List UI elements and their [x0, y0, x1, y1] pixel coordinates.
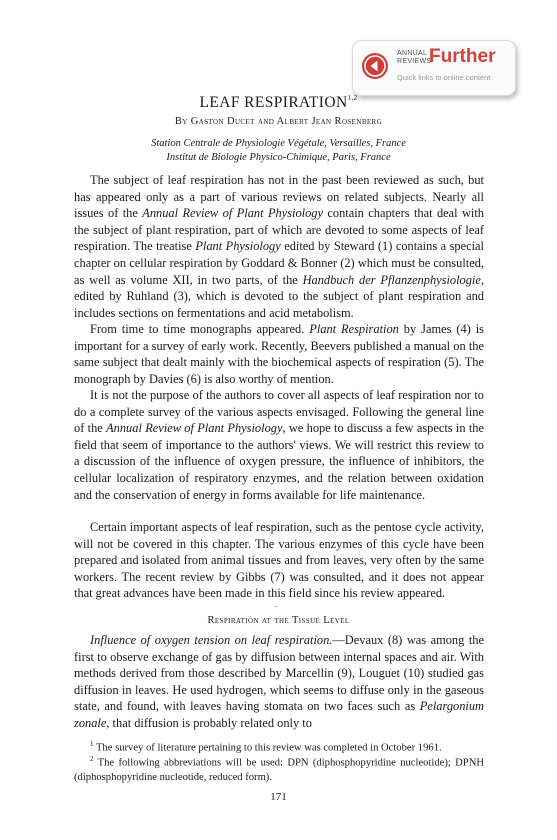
affiliation-1: Station Centrale de Physiologie Végétale, Versailles, France — [151, 138, 406, 149]
page-number: 171 — [270, 791, 287, 803]
footnote-text: The following abbreviations will be used: DPN (diphosphopyridine nucleotide); DPNH (diphosphopyridine nucleotide, reduced form). — [74, 757, 484, 783]
authors-line: By Gaston Ducet and Albert Jean Rosenberg — [174, 116, 383, 127]
body-paragraph-1 — [74, 172, 484, 321]
annual-reviews-further-badge[interactable] — [352, 40, 516, 96]
footnote-mark: 1 — [90, 740, 94, 748]
text-run: , that diffusion is probably related only to — [106, 715, 312, 730]
italic-text: Pelargonium zonale — [74, 699, 484, 730]
text-run: From time to time monographs appeared. — [90, 322, 310, 336]
text-run: Certain important aspects of leaf respiration, such as the pentose cycle activity, will not be covered in this chapter. The various enzymes of this cycle have been prepared and isolated from animal tissues and from leaves, very often by the same workers. The recent review by Gibbs (7) was consulted, and it does not appear that great advances have been made in this field since his review appeared. — [74, 520, 484, 601]
italic-text: Annual Review of Plant Physiology — [106, 421, 283, 436]
article-title — [0, 89, 557, 112]
text-run: The subject of leaf respiration has not in the past been reviewed as such, but has appeared only as a part of various reviews on related subjects. Nearly all issues of the — [74, 173, 484, 221]
title-footnote-marks[interactable]: 1,2 — [347, 94, 358, 102]
text-run: It is not the purpose of the authors to cover all aspects of leaf respiration nor to do a complete survey of the various aspects envisaged. Following the general line of the — [74, 388, 484, 436]
text-run: contain chapters that deal with the subject of plant respiration, part of which are devoted to some aspects of leaf respiration. The treatise — [74, 206, 485, 254]
text-run: , edited by Ruhland (3), which is devoted to the subject of plant respiration and includes sections on fermentations and acid metabolism. — [74, 272, 484, 320]
italic-text: Influence of oxygen tension on leaf respiration. — [90, 633, 333, 647]
italic-text: Plant Physiology — [195, 239, 281, 254]
text-run: edited by Steward (1) contains a special chapter on cellular respiration by Goddard & Bonner (2) which must be consulted, as well as volume XII, in two parts, of the — [74, 239, 485, 287]
affiliation-2: Institut de Biologie Physico-Chimique, Paris, France — [166, 152, 391, 163]
section-heading: Respiration at the Tissue Level — [207, 615, 350, 626]
italic-text: Plant Respiration — [309, 322, 399, 336]
article-title-text: LEAF RESPIRATION — [199, 94, 348, 111]
footnote-text: The survey of literature pertaining to this review was completed in October 1961. — [93, 742, 442, 754]
body-paragraph-2 — [74, 321, 484, 387]
badge-subtitle: Quick links to online content — [397, 73, 491, 82]
body-paragraph-4 — [74, 519, 484, 602]
text-run: , we hope to discuss a few aspects in the field that seem of importance to the authors' views. We will restrict this review to a discussion of the influence of oxygen pressure, the influence of inhibitors, the cellular localization of respiratory enzymes, and the relation between oxidation and the conservation of energy in forms available for life maintenance. — [74, 421, 485, 502]
badge-reviews-label: REVIEWS — [397, 58, 432, 65]
text-run: —Devaux (8) was among the first to observe exchange of gas by diffusion between internal spaces and air. With methods derived from those described by Marcellin (9), Louguet (10) studied gas diffusion in leaves. He used hydrogen, which seems to diffuse only in the gaseous state, and found, with leaves having stomata on two faces such as — [74, 633, 484, 714]
section-paragraph — [74, 632, 484, 732]
text-run: by James (4) is important for a survey of early work. Recently, Beevers published a manual on the same subject that dealt mainly with the biochemical aspects of respiration (5). The monograph by Davies (6) is also worthy of mention. — [74, 322, 485, 386]
italic-text: Handbuch der Pflanzenphysiologie — [302, 272, 481, 287]
italic-text: Annual Review of Plant Physiology — [142, 206, 323, 221]
body-paragraph-3 — [74, 387, 484, 503]
badge-further-label: Further — [429, 46, 496, 67]
arrow-circle-icon — [362, 53, 388, 79]
footnote-2 — [74, 752, 484, 785]
badge-annual-label: ANNUAL — [397, 50, 428, 57]
separator-mark — [275, 606, 278, 607]
footnote-mark: 2 — [90, 755, 94, 763]
